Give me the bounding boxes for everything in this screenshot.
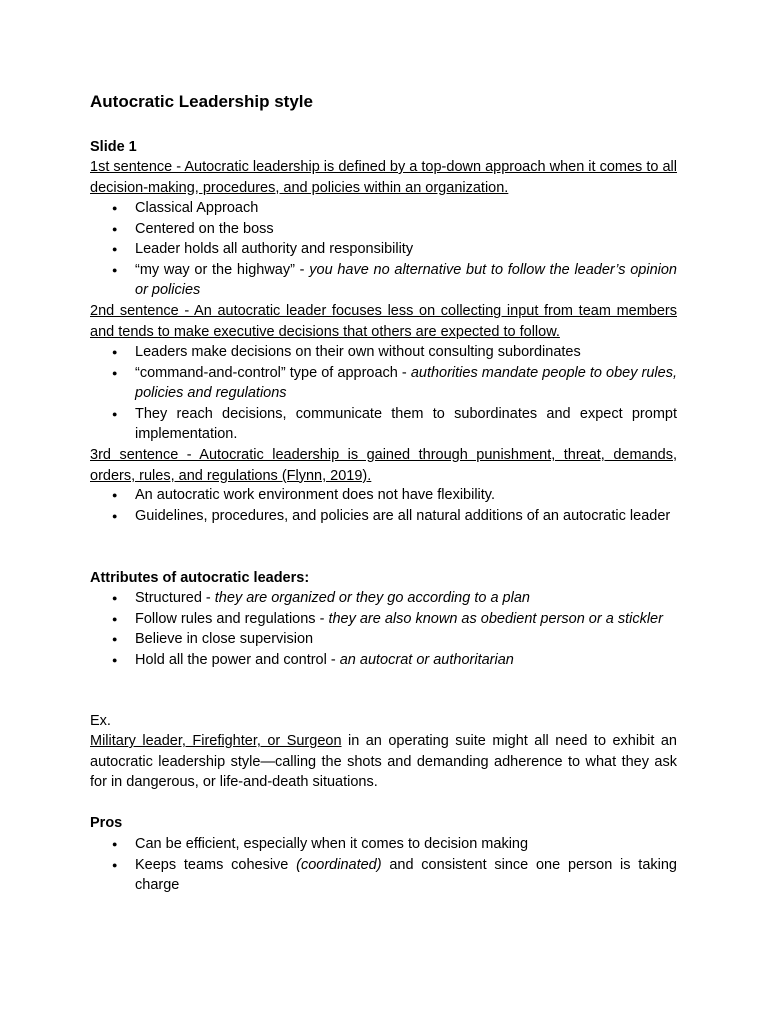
bullet-text: Hold all the power and control -: [135, 651, 340, 668]
bullet-item: [90, 363, 677, 404]
bullet-icon: ●: [112, 408, 118, 419]
bullet-text: Believe in close supervision: [135, 631, 314, 648]
bullet-icon: ●: [112, 223, 118, 234]
example-paragraph: [90, 731, 677, 793]
bullet-text: Leaders make decisions on their own without consulting subordinates: [135, 344, 581, 360]
example-description: in an operating suite might all need to exhibit an autocratic leadership style—calling the shots and demanding adherence to what they ask for in dangerous, or life-and-death situations.: [90, 733, 677, 791]
bullet-item: [90, 609, 677, 630]
bullet-item: [90, 834, 677, 855]
bullet-emphasis: they are organized or they go according to a plan: [214, 590, 530, 606]
bullet-text: “command-and-control” type of approach -: [135, 364, 411, 381]
bullet-icon: ●: [112, 490, 118, 500]
bullet-icon: ●: [112, 839, 118, 849]
example-label: Ex.: [90, 713, 111, 729]
bullet-text: Classical Approach: [135, 200, 259, 216]
bullet-text: Guidelines, procedures, and policies are all natural additions of an autocratic leader: [135, 507, 671, 524]
example-roles: Military leader, Firefighter, or Surgeon: [90, 733, 342, 749]
bullet-emphasis: (coordinated): [296, 856, 382, 873]
pros-heading: Pros: [90, 815, 123, 831]
bullet-text: Can be efficient, especially when it comes to decision making: [135, 836, 529, 852]
bullet-emphasis: you have no alternative but to follow the leader’s opinion or policies: [135, 261, 677, 299]
first-sentence: 1st sentence - Autocratic leadership is defined by a top-down approach when it comes to all decision-making, procedures, and policies within an organization.: [90, 159, 677, 196]
bullet-item: [90, 588, 677, 609]
bullet-item: [90, 342, 677, 363]
first-sentence-bullets: [90, 198, 677, 301]
bullet-icon: ●: [112, 347, 118, 357]
bullet-item: [90, 219, 677, 240]
bullet-item: [90, 650, 677, 671]
bullet-emphasis: they are also known as obedient person or a stickler: [328, 610, 663, 627]
bullet-icon: ●: [112, 367, 118, 378]
bullet-icon: ●: [112, 203, 118, 213]
bullet-text-after: and consistent since one person is taking charge: [135, 856, 677, 894]
bullet-text: Structured -: [135, 590, 215, 606]
bullet-text: Keeps teams cohesive: [135, 856, 297, 873]
third-sentence-bullets: [90, 485, 677, 526]
second-sentence: 2nd sentence - An autocratic leader focuses less on collecting input from team members and tends to make executive decisions that others are expected to follow.: [90, 303, 677, 340]
bullet-icon: ●: [112, 634, 118, 645]
bullet-icon: ●: [112, 654, 118, 665]
attributes-list: [90, 588, 677, 670]
bullet-icon: ●: [112, 859, 118, 870]
bullet-icon: ●: [112, 613, 118, 624]
bullet-item: [90, 239, 677, 260]
pros-list: [90, 834, 677, 896]
bullet-text: They reach decisions, communicate them to subordinates and expect prompt implementation.: [135, 405, 677, 443]
document-title: Autocratic Leadership style: [90, 92, 313, 111]
bullet-item: [90, 506, 677, 527]
second-sentence-bullets: [90, 342, 677, 445]
third-sentence: 3rd sentence - Autocratic leadership is gained through punishment, threat, demands, orders, rules, and regulations (Flynn, 2019).: [90, 447, 677, 484]
slide-heading: Slide 1: [90, 139, 137, 155]
bullet-item: [90, 404, 677, 445]
bullet-item: [90, 260, 677, 301]
bullet-icon: ●: [112, 593, 118, 603]
bullet-icon: ●: [112, 510, 118, 521]
bullet-icon: ●: [112, 264, 118, 275]
bullet-item: [90, 485, 677, 506]
bullet-text: “my way or the highway” -: [135, 261, 310, 278]
bullet-emphasis: an autocrat or authoritarian: [339, 651, 514, 668]
bullet-text: Leader holds all authority and responsibility: [135, 241, 414, 258]
bullet-item: [90, 629, 677, 650]
bullet-emphasis: authorities mandate people to obey rules, policies and regulations: [135, 364, 677, 402]
attributes-heading: Attributes of autocratic leaders:: [90, 570, 310, 586]
bullet-item: [90, 855, 677, 896]
bullet-icon: ●: [112, 244, 118, 255]
bullet-text: Centered on the boss: [135, 220, 274, 237]
bullet-text: Follow rules and regulations -: [135, 610, 329, 627]
bullet-text: An autocratic work environment does not have flexibility.: [135, 487, 495, 503]
bullet-item: [90, 198, 677, 219]
